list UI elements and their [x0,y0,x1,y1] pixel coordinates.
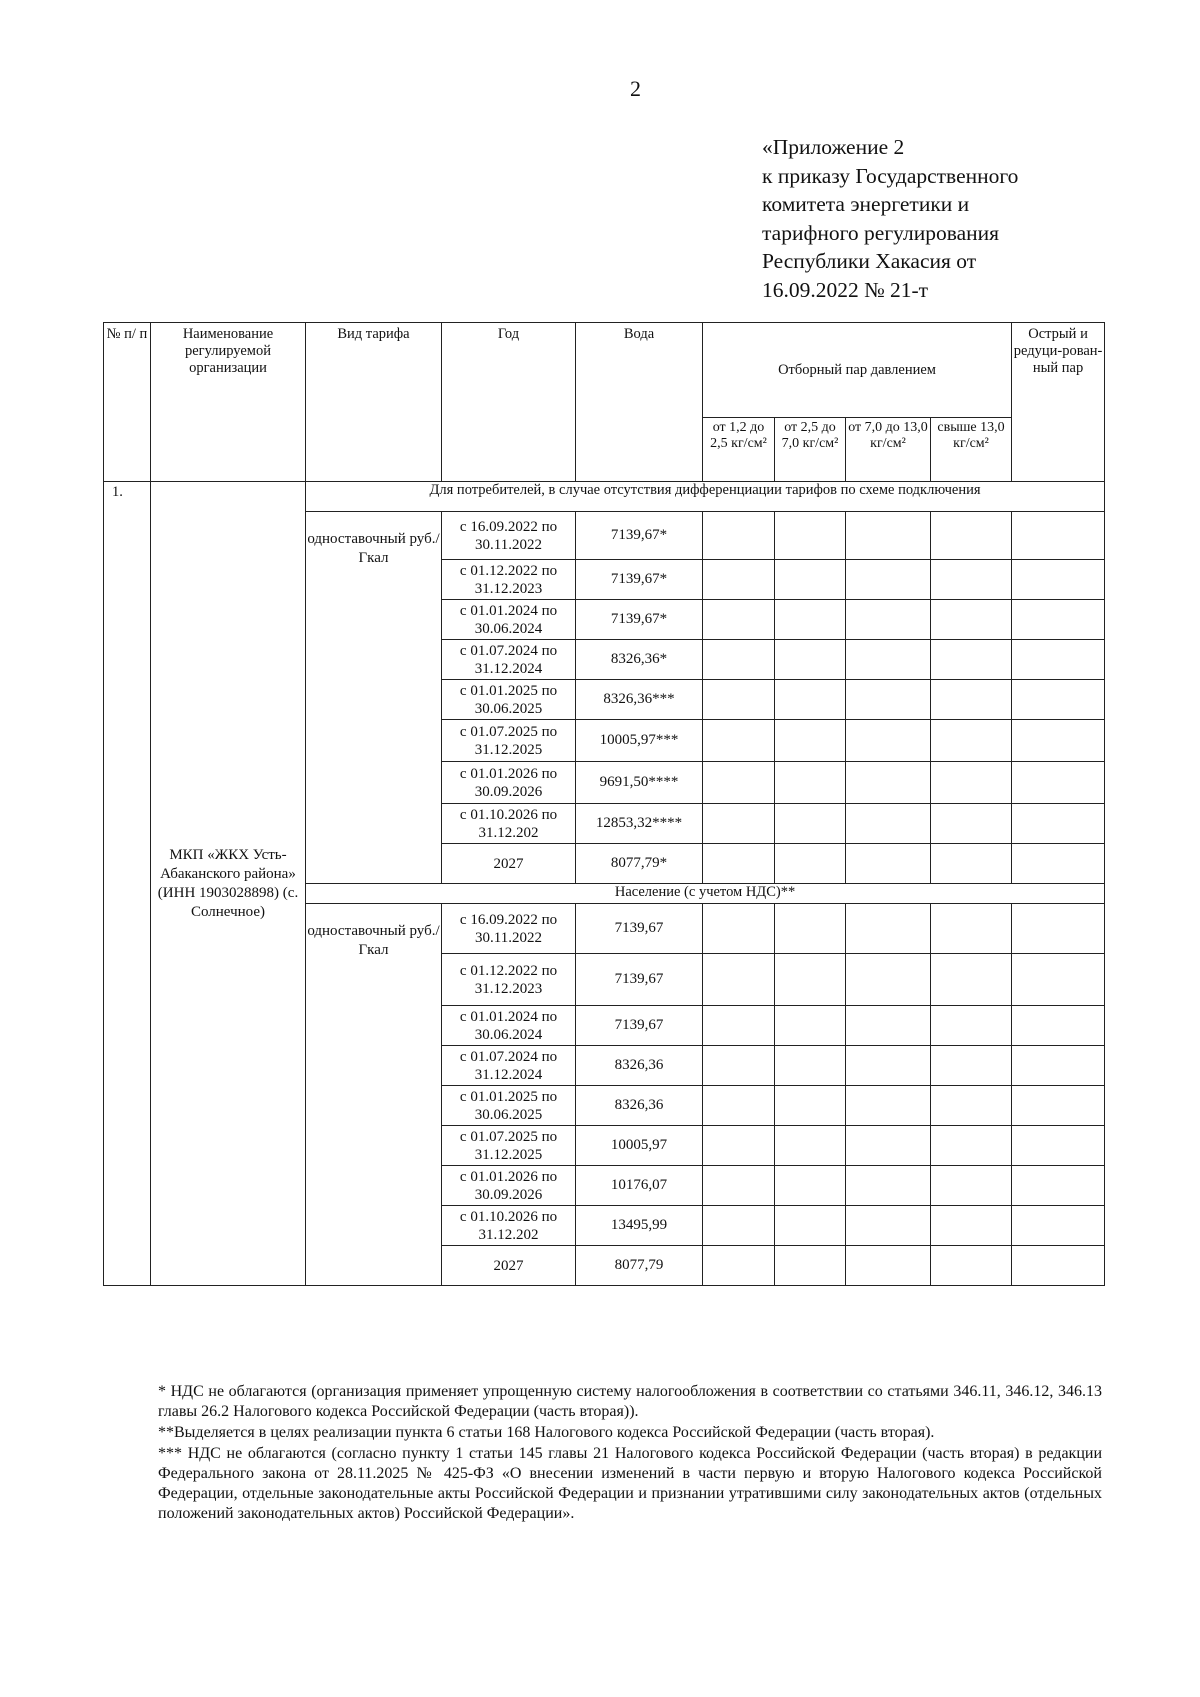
empty-cell [846,1046,931,1086]
period-cell: 2027 [442,844,576,884]
empty-cell [846,1246,931,1286]
header-num: № п/ п [104,323,151,482]
period-cell: 2027 [442,1246,576,1286]
empty-cell [703,600,775,640]
water-tariff-cell: 7139,67* [576,560,703,600]
period-cell: с 01.10.2026 по 31.12.202 [442,1206,576,1246]
empty-cell [931,1086,1012,1126]
header-tariff-type: Вид тарифа [306,323,442,482]
empty-cell [1012,1086,1105,1126]
header-steam-range: от 2,5 до 7,0 кг/см² [775,418,846,482]
period-cell: с 01.07.2024 по 31.12.2024 [442,640,576,680]
header-steam-range: от 1,2 до 2,5 кг/см² [703,418,775,482]
empty-cell [703,1206,775,1246]
empty-cell [775,1206,846,1246]
empty-cell [1012,844,1105,884]
water-tariff-cell: 13495,99 [576,1206,703,1246]
section-title: Население (с учетом НДС)** [306,884,1105,904]
empty-cell [931,680,1012,720]
period-cell: с 16.09.2022 по 30.11.2022 [442,512,576,560]
header-year: Год [442,323,576,482]
empty-cell [775,512,846,560]
row-number: 1. [104,482,151,1286]
empty-cell [1012,954,1105,1006]
empty-cell [846,904,931,954]
water-tariff-cell: 8077,79* [576,844,703,884]
header-water: Вода [576,323,703,482]
empty-cell [703,1086,775,1126]
empty-cell [931,1126,1012,1166]
period-cell: с 01.01.2024 по 30.06.2024 [442,600,576,640]
empty-cell [1012,560,1105,600]
page-number: 2 [630,76,641,101]
period-cell: с 01.01.2025 по 30.06.2025 [442,680,576,720]
period-cell: с 01.01.2026 по 30.09.2026 [442,762,576,804]
empty-cell [931,720,1012,762]
empty-cell [1012,1006,1105,1046]
appendix-line: к приказу Государственного [762,163,1019,188]
empty-cell [1012,512,1105,560]
empty-cell [846,804,931,844]
water-tariff-cell: 8326,36* [576,640,703,680]
footnote: *** НДС не облагаются (согласно пункту 1 статьи 145 главы 21 Налогового кодекса Российской Федерации (часть вторая) в редакции Федерального закона от 28.11.2025 № 425-ФЗ «О внесении изменений в части первую и вторую Налогового кодекса Российской Федерации, отдельные законодательные акты Российской Федерации и признании утратившими силу законодательных актов (отдельных положений законодательных актов) Российской Федерации». [158,1445,1102,1522]
footnote: **Выделяется в целях реализации пункта 6 статьи 168 Налогового кодекса Российской Федерации (часть вторая). [158,1424,935,1441]
empty-cell [1012,804,1105,844]
empty-cell [775,1046,846,1086]
period-cell: с 01.07.2024 по 31.12.2024 [442,1046,576,1086]
period-cell: с 01.12.2022 по 31.12.2023 [442,954,576,1006]
period-cell: с 01.01.2025 по 30.06.2025 [442,1086,576,1126]
section-title: Для потребителей, в случае отсутствия дифференциации тарифов по схеме подключения [306,482,1105,512]
period-cell: с 01.01.2024 по 30.06.2024 [442,1006,576,1046]
empty-cell [1012,1046,1105,1086]
empty-cell [931,762,1012,804]
empty-cell [703,512,775,560]
appendix-line: тарифного регулирования [762,220,1000,245]
water-tariff-cell: 7139,67* [576,512,703,560]
empty-cell [1012,1246,1105,1286]
header-steam-range: свыше 13,0 кг/см² [931,418,1012,482]
water-tariff-cell: 7139,67 [576,954,703,1006]
period-cell: с 16.09.2022 по 30.11.2022 [442,904,576,954]
empty-cell [1012,904,1105,954]
empty-cell [846,1166,931,1206]
period-cell: с 01.10.2026 по 31.12.202 [442,804,576,844]
empty-cell [703,1166,775,1206]
empty-cell [931,512,1012,560]
empty-cell [931,560,1012,600]
empty-cell [931,904,1012,954]
empty-cell [703,762,775,804]
empty-cell [846,844,931,884]
appendix-line: комитета энергетики и [762,192,970,216]
water-tariff-cell: 8077,79 [576,1246,703,1286]
empty-cell [846,1126,931,1166]
water-tariff-cell: 8326,36 [576,1046,703,1086]
empty-cell [703,1246,775,1286]
empty-cell [703,1006,775,1046]
empty-cell [775,762,846,804]
empty-cell [846,1206,931,1246]
empty-cell [846,1086,931,1126]
tariff-type: одноставочный руб./Гкал [306,512,442,884]
water-tariff-cell: 7139,67 [576,1006,703,1046]
empty-cell [931,1206,1012,1246]
water-tariff-cell: 7139,67* [576,600,703,640]
empty-cell [1012,680,1105,720]
footnote: * НДС не облагаются (организация применяет упрощенную систему налогообложения в соответствии со статьями 346.11, 346.12, 346.13 главы 26.2 Налогового кодекса Российской Федерации (часть вторая)). [158,1383,1102,1420]
water-tariff-cell: 10005,97*** [576,720,703,762]
header-steam-range: от 7,0 до 13,0 кг/см² [846,418,931,482]
empty-cell [846,1006,931,1046]
empty-cell [775,680,846,720]
empty-cell [846,640,931,680]
empty-cell [703,720,775,762]
empty-cell [775,560,846,600]
empty-cell [846,954,931,1006]
header-steam-group: Отборный пар давлением [703,323,1012,418]
header-organization: Наименование регулируемой организации [151,323,306,482]
period-cell: с 01.07.2025 по 31.12.2025 [442,1126,576,1166]
empty-cell [931,1046,1012,1086]
empty-cell [775,1086,846,1126]
section-title-row [104,482,1105,512]
appendix-line: Республики Хакасия от [762,249,977,273]
empty-cell [846,720,931,762]
header-sharp-steam: Острый и редуци-рован-ный пар [1012,323,1105,482]
empty-cell [703,680,775,720]
empty-cell [931,844,1012,884]
empty-cell [775,640,846,680]
water-tariff-cell: 8326,36*** [576,680,703,720]
tariff-table [103,322,1105,1286]
empty-cell [1012,1206,1105,1246]
empty-cell [931,1006,1012,1046]
empty-cell [703,640,775,680]
empty-cell [1012,600,1105,640]
empty-cell [846,680,931,720]
empty-cell [846,762,931,804]
empty-cell [775,1006,846,1046]
empty-cell [846,600,931,640]
empty-cell [931,954,1012,1006]
empty-cell [1012,762,1105,804]
water-tariff-cell: 7139,67 [576,904,703,954]
empty-cell [931,804,1012,844]
empty-cell [1012,720,1105,762]
empty-cell [775,600,846,640]
period-cell: с 01.07.2025 по 31.12.2025 [442,720,576,762]
empty-cell [775,1166,846,1206]
empty-cell [931,640,1012,680]
water-tariff-cell: 10176,07 [576,1166,703,1206]
water-tariff-cell: 9691,50**** [576,762,703,804]
empty-cell [703,804,775,844]
empty-cell [775,1246,846,1286]
water-tariff-cell: 10005,97 [576,1126,703,1166]
appendix-line: 16.09.2022 № 21-т [762,277,929,302]
empty-cell [703,954,775,1006]
empty-cell [703,904,775,954]
empty-cell [775,1126,846,1166]
appendix-line: «Приложение 2 [762,135,905,159]
empty-cell [846,512,931,560]
water-tariff-cell: 8326,36 [576,1086,703,1126]
empty-cell [703,560,775,600]
empty-cell [775,844,846,884]
empty-cell [1012,640,1105,680]
empty-cell [703,844,775,884]
organization-name: МКП «ЖКХ Усть-Абаканского района» (ИНН 1903028898) (с. Солнечное) [151,482,306,1286]
empty-cell [703,1046,775,1086]
appendix-heading [762,133,1018,304]
empty-cell [931,1166,1012,1206]
empty-cell [775,720,846,762]
empty-cell [1012,1166,1105,1206]
empty-cell [775,804,846,844]
empty-cell [775,904,846,954]
empty-cell [1012,1126,1105,1166]
footnotes [158,1382,1102,1525]
tariff-type: одноставочный руб./Гкал [306,904,442,1286]
empty-cell [931,1246,1012,1286]
empty-cell [931,600,1012,640]
empty-cell [846,560,931,600]
period-cell: с 01.12.2022 по 31.12.2023 [442,560,576,600]
period-cell: с 01.01.2026 по 30.09.2026 [442,1166,576,1206]
empty-cell [703,1126,775,1166]
water-tariff-cell: 12853,32**** [576,804,703,844]
empty-cell [775,954,846,1006]
